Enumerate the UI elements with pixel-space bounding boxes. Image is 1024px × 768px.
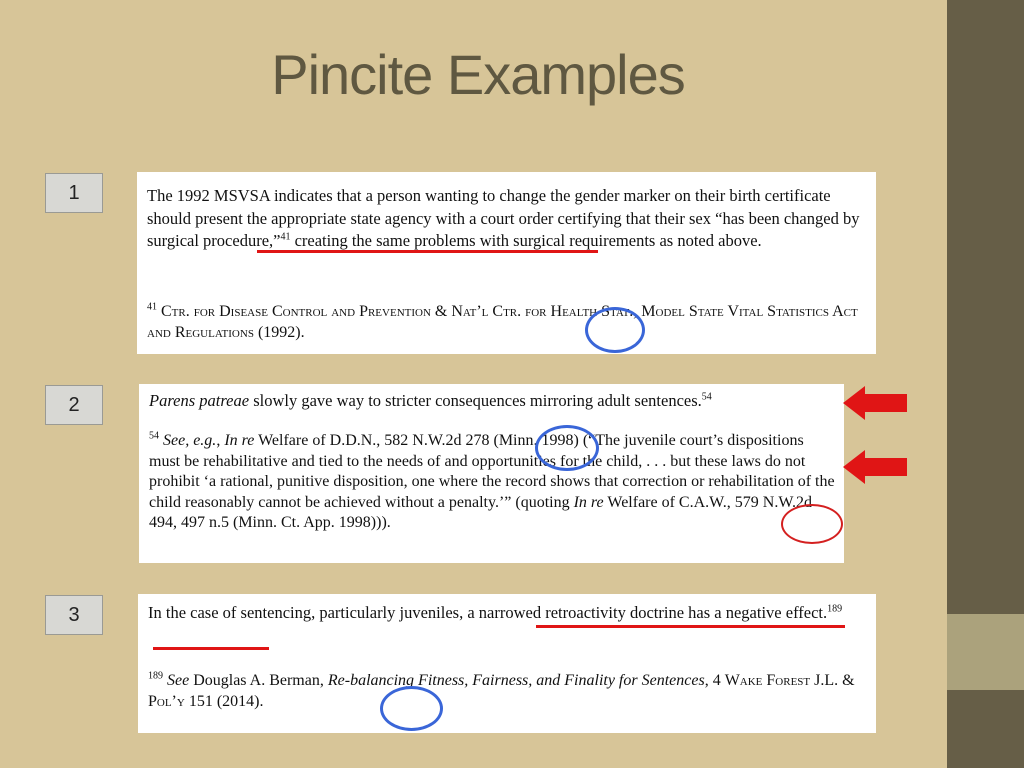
- example-1-quote: “has been changed by surgical procedure,”: [147, 208, 860, 250]
- example-2-text: [149, 390, 836, 413]
- footnote-189-volume: , 4: [704, 672, 725, 689]
- footnote-41-text: Ctr. for Disease Control and Prevention & Nat’l Ctr. for Health Stat., Model State Vital Statistics Act and Regulations (1992).: [147, 303, 858, 341]
- pincite-circle-red: [781, 504, 843, 544]
- example-1-footnote: [147, 302, 868, 343]
- footnote-189-cite: 151 (2014).: [184, 692, 264, 710]
- sidebar-accent-block: [947, 614, 1024, 690]
- example-1-text-b: creating the same problems with surgical requirements as noted above.: [290, 231, 762, 250]
- example-3-text: [148, 602, 846, 625]
- highlight-underline: [536, 625, 845, 628]
- example-2-main-text: slowly gave way to stricter consequences mirroring adult sentences.: [249, 391, 702, 410]
- footnote-54-comma: ,: [216, 432, 225, 449]
- example-number-1: 1: [45, 173, 103, 213]
- footnote-54-text-b: Welfare of C.A.W., 579 N.W.2d 494, 497 n.5 (Minn. Ct. App. 1998))).: [149, 493, 812, 531]
- example-3-footnote: [148, 671, 868, 712]
- footnote-number-189: 189: [148, 670, 163, 682]
- pincite-circle: [585, 307, 645, 353]
- example-number-3: 3: [45, 595, 103, 635]
- arrow-left-icon: [843, 450, 907, 484]
- footnote-54-signal: See, e.g.: [163, 432, 217, 449]
- arrow-left-icon: [843, 386, 907, 420]
- footnote-number-54: 54: [149, 430, 159, 442]
- example-1-text: [147, 185, 868, 253]
- footnote-number-41: 41: [147, 301, 157, 313]
- footnote-189-journal: Wake Forest J.L. & Pol’y: [148, 672, 855, 710]
- example-box-3: [138, 594, 876, 733]
- example-2-italic: Parens patreae: [149, 391, 250, 410]
- pincite-circle: [535, 425, 599, 471]
- footnote-189-author: Douglas A. Berman,: [189, 672, 328, 689]
- footnote-marker-41: 41: [280, 231, 291, 243]
- example-number-2: 2: [45, 385, 103, 425]
- example-3-text-a: In the case of sentencing, particularly juveniles,: [148, 603, 468, 622]
- pincite-circle: [380, 686, 443, 731]
- example-box-2: [139, 384, 844, 563]
- footnote-189-signal: See: [167, 672, 190, 689]
- highlight-underline: [257, 250, 598, 253]
- footnote-54-in-re-2: In re: [573, 493, 604, 511]
- footnote-marker-189: 189: [827, 603, 843, 615]
- example-2-footnote: [149, 431, 836, 534]
- footnote-54-in-re: In re: [224, 432, 255, 449]
- highlight-underline: [153, 647, 269, 650]
- example-box-1: [137, 172, 876, 354]
- footnote-54-text-a: Welfare of D.D.N., 582 N.W.2d 278 (Minn. 1998) (“The juvenile court’s dispositions must be rehabilitative and tied to the needs of and opportunities for the child, . . . but these laws do not prohibit ‘a rational, punitive disposition, one where the record shows that correction or rehabilitation of the child reasonably cannot be achieved without a penalty.’” (quoting: [149, 432, 835, 511]
- footnote-189-title: Re-balancing Fitness, Fairness, and Finality for Sentences: [327, 672, 705, 689]
- example-1-text-a: The 1992 MSVSA indicates that a person wanting to change the gender marker on their birth certificate should present the appropriate state agency with a court order certifying that their sex: [147, 186, 831, 228]
- footnote-marker-54: 54: [701, 391, 712, 403]
- example-3-underlined: a narrowed retroactivity doctrine has a negative effect.: [467, 603, 828, 622]
- slide-title: Pincite Examples: [271, 43, 685, 106]
